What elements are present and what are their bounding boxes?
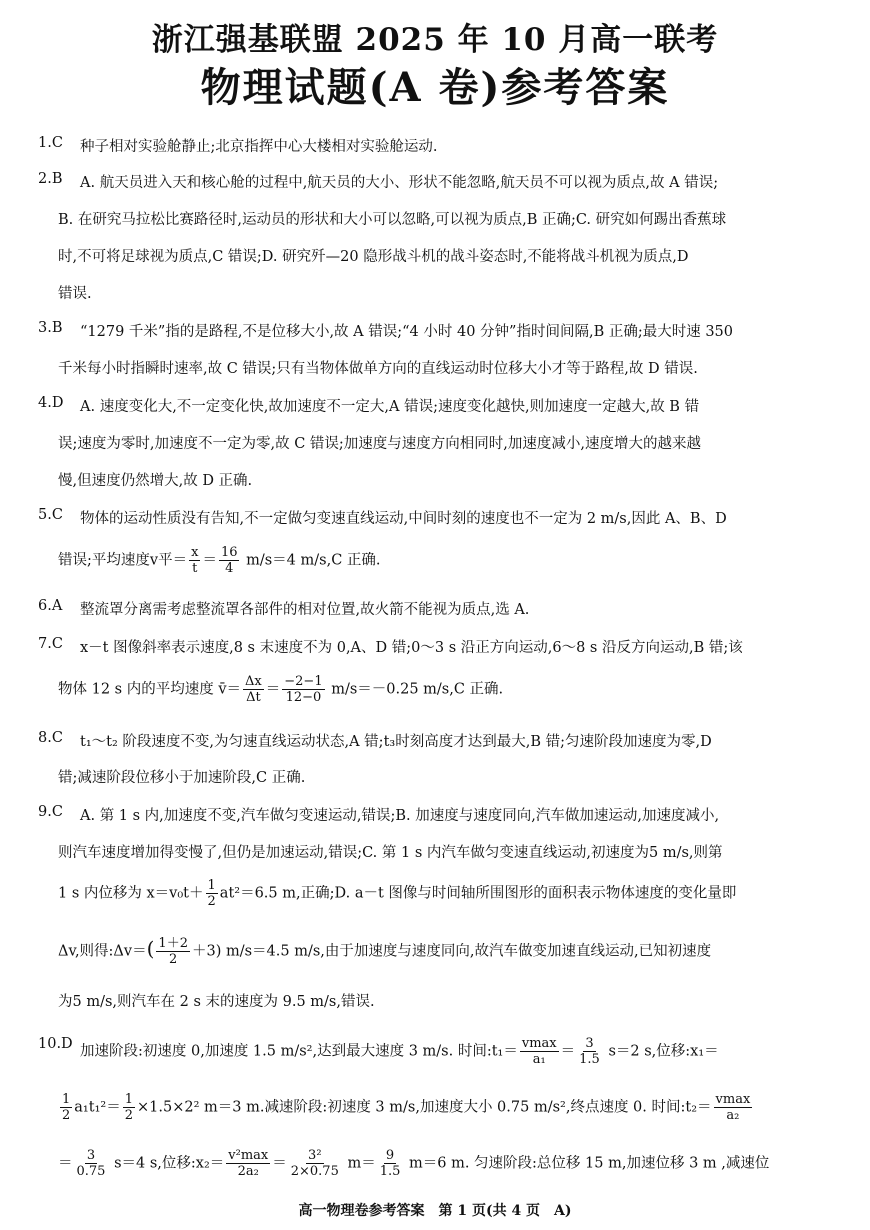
page-subtitle: 物理试题(A 卷)参考答案 [200,64,670,111]
fraction [520,1036,559,1067]
numerator: 3 [585,1036,594,1051]
answer-text: A. 第 1 s 内,加速度不变,汽车做匀变速运动,错误;B. 加速度与速度同向,汽车做加速运动,加速度减小, [80,808,720,824]
numerator: 16 [220,545,238,560]
answer-text: A. 速度变化大,不一定变化快,故加速度不一定大,A 错误;速度变化越快,则加速度一定越大,故 B 错 [80,399,700,415]
numerator: Δx [245,674,262,689]
answer-text: t₁～t₂ 阶段速度不变,为匀速直线运动状态,A 错;t₃时刻高度才达到最大,B 错;匀速阶段加速度为零,D [80,734,712,750]
answer-text: 物体 12 s 内的平均速度 [58,681,214,698]
denominator: 2 [124,1108,133,1123]
page-footer: 高一物理卷参考答案 第 1 页(共 4 页 A) [298,1203,572,1219]
denominator: 2 [207,894,216,909]
denominator: 1.5 [379,1164,401,1179]
answer-text: 为5 m/s,则汽车在 2 s 末的速度为 9.5 m/s,错误. [58,994,375,1010]
numerator: −2−1 [284,674,323,689]
denominator: Δt [246,690,261,705]
formula-text: ＝ [58,1155,73,1172]
formula-text: v̄＝ [218,681,242,698]
numerator: x [191,545,199,560]
fraction [206,878,218,909]
fraction [219,545,240,576]
formula-text: at²＝6.5 m,正确;D. a－t 图像与时间轴所围图形的面积表示物体速度的变化量即 [219,885,737,902]
formula-text: ＝ [265,681,281,698]
fraction [289,1148,341,1179]
formula-text: ＝ [272,1155,287,1172]
answer-text: “1279 千米”指的是路程,不是位移大小,故 A 错误;“4 小时 40 分钟”指时间间隔,B 正确;最大时速 350 [80,324,733,340]
answer-text: 错误. [58,286,92,302]
answer-number: 9.C [38,804,63,820]
answer-text: 慢,但速度仍然增大,故 D 正确. [58,473,253,489]
answer-text: 减速阶段:初速度 3 m/s,加速度大小 0.75 m/s²,终点速度 0. 时间:t₂＝ [264,1099,712,1116]
fraction [60,1092,72,1123]
answer-text: 物体的运动性质没有告知,不一定做匀变速直线运动,中间时刻的速度也不一定为 2 m/s,因此 A、B、D [80,511,727,527]
answer-text: A. 航天员进入天和核心舱的过程中,航天员的大小、形状不能忽略,航天员不可以视为质点,故 A 错误; [80,175,719,191]
numerator: 1 [124,1092,133,1107]
denominator: 2a₂ [237,1164,259,1179]
answer-number: 2.B [38,171,63,187]
formula-text: ( [146,936,155,961]
answer-number: 5.C [38,507,63,523]
numerator: 9 [385,1148,395,1163]
formula-text: s＝2 s,位移:x₁＝ [608,1043,719,1060]
fraction [75,1148,108,1179]
numerator: 3² [308,1148,322,1163]
denominator: 12−0 [285,690,322,705]
answer-text: 整流罩分离需考虑整流罩各部件的相对位置,故火箭不能视为质点,选 A. [80,602,530,618]
answer-text: 1 s 内位移为 x＝v₀t＋ [58,885,204,902]
answer-number: 10.D [38,1036,73,1052]
denominator: a₂ [726,1108,740,1123]
formula-text: m/s＝4.5 m/s,由于加速度与速度同向,故汽车做变加速直线运动,已知初速度 [225,943,712,960]
answer-text: 错误;平均速度 [58,552,150,569]
formula-line [58,936,711,967]
fraction [714,1092,753,1123]
numerator: v²max [228,1148,269,1163]
denominator: 4 [225,561,234,576]
numerator: vmax [715,1092,751,1107]
answer-text: 种子相对实验舱静止;北京指挥中心大楼相对实验舱运动. [80,139,438,155]
fraction [226,1148,270,1179]
formula-text: ＝ [560,1043,576,1060]
answer-number: 8.C [38,730,63,746]
denominator: 2 [62,1108,71,1123]
fraction [243,674,264,705]
answer-number: 4.D [38,395,64,411]
formula-text: ＝ [202,552,217,569]
answer-number: 3.B [38,320,63,336]
answer-text: x－t 图像斜率表示速度,8 s 末速度不为 0,A、D 错;0～3 s 沿正方向运动,6～8 s 沿反方向运动,B 错;该 [80,640,743,656]
formula-text: m＝6 m. 匀速阶段:总位移 15 m,加速位移 3 m ,减速位 [409,1155,770,1172]
answer-number: 7.C [38,636,63,652]
page-title: 浙江强基联盟 2025 年 10 月高一联考 [151,22,719,58]
denominator: t [192,561,198,576]
fraction [189,545,200,576]
answer-text: B. 在研究马拉松比赛路径时,运动员的形状和大小可以忽略,可以视为质点,B 正确;C. 研究如何踢出香蕉球 [58,212,727,228]
formula-line [58,545,381,576]
numerator: 1＋2 [158,936,188,951]
answer-text: 错;减速阶段位移小于加速阶段,C 正确. [58,770,306,786]
answer-text: s＝4 s,位移:x₂＝ [114,1155,225,1172]
formula-line [58,878,736,909]
denominator: 0.75 [76,1164,106,1179]
formula-text: m/s＝－0.25 m/s,C 正确. [331,681,504,698]
denominator: a₁ [532,1052,546,1067]
fraction [123,1092,135,1123]
answer-number: 1.C [38,135,63,151]
answer-text: 千米每小时指瞬时速率,故 C 错误;只有当物体做单方向的直线运动时位移大小才等于路程,故 D 错误. [58,361,698,377]
answer-number: 6.A [38,598,63,614]
formula-line [58,1148,769,1179]
formula-text: a₁t₁²＝ [74,1099,121,1116]
numerator: 3 [86,1148,96,1163]
numerator: vmax [521,1036,557,1051]
formula-text: m＝ [347,1155,376,1172]
denominator: 2×0.75 [290,1164,339,1179]
answer-text: 误;速度为零时,加速度不一定为零,故 C 错误;加速度与速度方向相同时,加速度减小,速度增大的越来越 [58,436,702,452]
formula-text: v平＝ [149,552,188,569]
fraction [378,1148,403,1179]
denominator: 1.5 [579,1052,600,1067]
formula-line [58,674,503,705]
formula-line [80,1036,719,1067]
formula-text: ＋3) [191,943,222,960]
answer-text: Δv,则得:Δv＝ [58,943,147,960]
fraction [156,936,190,967]
answer-text: 时,不可将足球视为质点,C 错误;D. 研究歼—20 隐形战斗机的战斗姿态时,不能将战斗机视为质点,D [58,249,689,265]
numerator: 1 [207,878,216,893]
fraction [282,674,324,705]
numerator: 1 [62,1092,71,1107]
fraction [577,1036,602,1067]
answer-text: 则汽车速度增加得变慢了,但仍是加速运动,错误;C. 第 1 s 内汽车做匀变速直线运动,初速度为5 m/s,则第 [58,845,723,861]
answer-text: 加速阶段:初速度 0,加速度 1.5 m/s²,达到最大速度 3 m/s. 时间:t₁＝ [80,1043,518,1060]
formula-text: ×1.5×2² m＝3 m. [136,1099,265,1116]
denominator: 2 [169,952,178,967]
formula-text: m/s＝4 m/s,C 正确. [246,552,381,569]
formula-line [58,1092,754,1123]
